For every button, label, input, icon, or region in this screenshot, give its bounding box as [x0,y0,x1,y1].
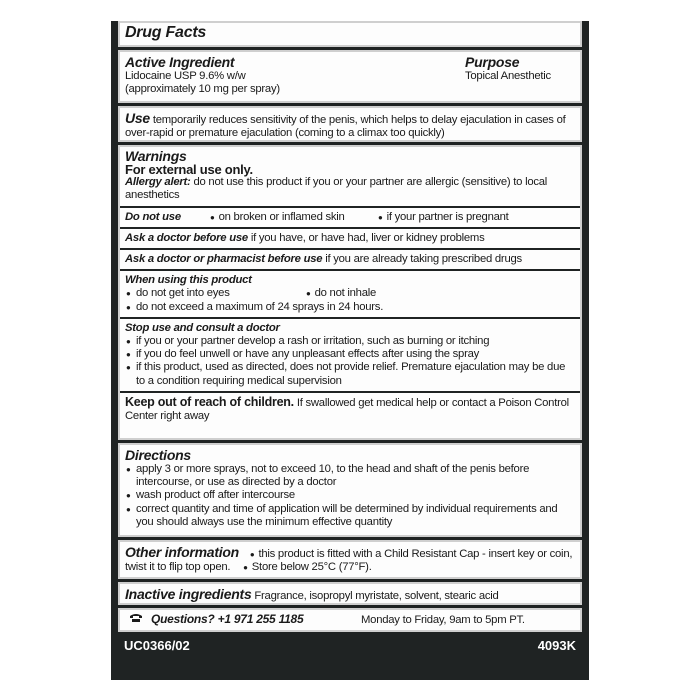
divider [120,391,580,393]
inactive-ingredients-text: Fragrance, isopropyl myristate, solvent, stearic acid [254,590,499,602]
directions-item: ● wash product off after intercourse [125,489,575,502]
divider [120,206,580,208]
use-heading: Use [125,110,150,126]
drug-facts-label [111,21,589,680]
external-use-text: For external use only. [125,162,253,177]
ask-pharmacist-label: Ask a doctor or pharmacist before use [125,253,323,266]
divider [120,248,580,250]
questions-label: Questions? +1 971 255 1185 [151,612,304,626]
divider [120,317,580,319]
when-using-item: ● do not inhale [306,287,376,300]
left-code: UC0366/02 [124,638,190,653]
right-code: 4093K [537,638,576,653]
phone-icon [129,613,143,627]
directions-panel [118,443,582,537]
footer [118,632,582,653]
other-information-panel [118,540,582,579]
warnings-panel [118,145,582,440]
directions-heading: Directions [125,447,191,463]
directions-item: ● correct quantity and time of application will be determined by individual requirements and you should always use the minimum effective quantity [125,503,575,529]
stop-use-label: Stop use and consult a doctor [125,321,280,334]
purpose-heading: Purpose [465,54,520,70]
ask-doctor-label: Ask a doctor before use [125,231,248,244]
keep-out-row [125,396,575,423]
divider [120,269,580,271]
do-not-use-item: ● on broken or inflamed skin [210,211,378,224]
divider [120,227,580,229]
when-using-item: ● do not get into eyes [125,287,306,300]
inactive-ingredients-panel [118,582,582,605]
allergy-alert-text: do not use this product if you or your partner are allergic (sensitive) to local anesthetics [125,176,548,202]
other-information-item: ● Store below 25°C (77°F). [243,561,371,573]
other-information-item: ● this product is fitted with a Child Resistant Cap - insert key or coin, twist it to flip top open. [125,548,572,573]
page-title: Drug Facts [125,24,207,41]
ask-pharmacist-text: if you are already taking prescribed drugs [325,253,522,266]
keep-out-text: If swallowed get medical help or contact a Poison Control Center right away [125,396,569,423]
allergy-alert [125,176,575,202]
directions-item: ● apply 3 or more sprays, not to exceed 10, to the head and shaft of the penis before intercourse, or use as directed by a doctor [125,463,575,489]
when-using-item: ● do not exceed a maximum of 24 sprays in 24 hours. [125,301,575,314]
other-information-heading: Other information [125,544,239,560]
questions-panel [118,608,582,632]
inactive-ingredients-heading: Inactive ingredients [125,586,252,602]
warnings-heading: Warnings [125,148,187,164]
use-panel [118,106,582,142]
ask-pharmacist-row [125,253,575,266]
use-text: temporarily reduces sensitivity of the penis, which helps to delay ejaculation in cases of over-rapid or premature ejaculation (coming to a climax too quickly) [125,114,566,140]
when-using-label: When using this product [125,274,252,287]
questions-hours: Monday to Friday, 9am to 5pm PT. [361,614,525,626]
purpose-text: Topical Anesthetic [465,70,551,82]
stop-use-item: ● if this product, used as directed, does not provide relief. Premature ejaculation may be due to a condition requiring medical supervision [125,361,575,387]
active-ingredient-heading: Active Ingredient [125,54,235,70]
when-using-row [125,287,575,300]
title-panel [118,21,582,47]
keep-out-label: Keep out of reach of children. [125,394,294,409]
active-ingredient-amount: (approximately 10 mg per spray) [125,83,280,96]
ask-doctor-text: if you have, or have had, liver or kidney problems [250,231,485,244]
allergy-alert-label: Allergy alert: [125,176,191,189]
do-not-use-item: ● if your partner is pregnant [378,211,509,224]
ask-doctor-row [125,232,575,245]
do-not-use-label: Do not use [125,210,181,223]
active-ingredient-panel [118,50,582,103]
stop-use-item: ● if you or your partner develop a rash or irritation, such as burning or itching [125,335,575,348]
do-not-use-row [125,211,575,224]
active-ingredient-name: Lidocaine USP 9.6% w/w [125,70,246,82]
stop-use-item: ● if you do feel unwell or have any unpleasant effects after using the spray [125,348,575,361]
